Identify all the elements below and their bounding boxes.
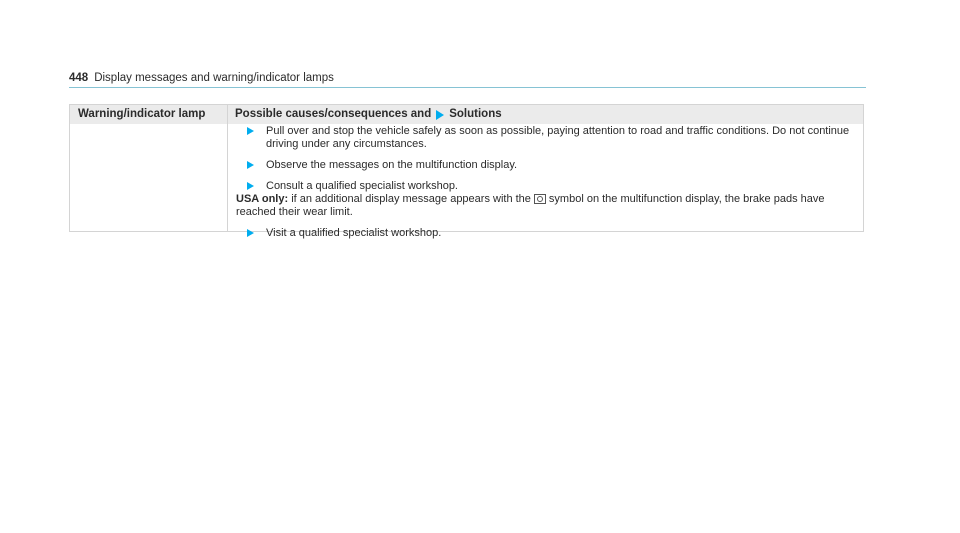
- brake-pad-wear-icon: [534, 194, 546, 204]
- list-item: [236, 125, 856, 151]
- arrow-right-icon: [247, 127, 254, 135]
- page-header: [69, 71, 866, 88]
- list-item: [236, 180, 856, 193]
- list-item: [236, 227, 856, 240]
- usa-note: [236, 193, 856, 219]
- step-text: Pull over and stop the vehicle safely as soon as possible, paying attention to road and traffic conditions. Do not continue driving under any circumstances.: [266, 125, 850, 150]
- warning-table: [69, 104, 864, 239]
- arrow-right-icon: [436, 110, 444, 120]
- list-item: [236, 159, 856, 172]
- arrow-right-icon: [247, 229, 254, 237]
- table-header-row: [70, 105, 863, 124]
- column-divider: [227, 105, 228, 231]
- usa-text-after: symbol on the multifunction display, the brake pads have reached their wear limit.: [236, 193, 825, 218]
- arrow-right-icon: [247, 182, 254, 190]
- column-header-solutions-text: Solutions: [449, 108, 502, 120]
- solutions-cell: [236, 125, 856, 240]
- page-number: 448: [69, 72, 89, 84]
- usa-text-before: if an additional display message appears with the: [288, 193, 531, 205]
- step-text: Observe the messages on the multifunction display.: [266, 159, 518, 171]
- arrow-right-icon: [247, 161, 254, 169]
- step-text: Consult a qualified specialist workshop.: [266, 180, 458, 192]
- column-header-causes-text: Possible causes/consequences and: [235, 108, 432, 120]
- column-header-lamp: Warning/indicator lamp: [78, 108, 206, 120]
- column-header-causes: [235, 105, 502, 124]
- page-title: Display messages and warning/indicator lamps: [94, 72, 334, 84]
- usa-label: USA only:: [236, 193, 289, 205]
- step-text: Visit a qualified specialist workshop.: [266, 227, 442, 239]
